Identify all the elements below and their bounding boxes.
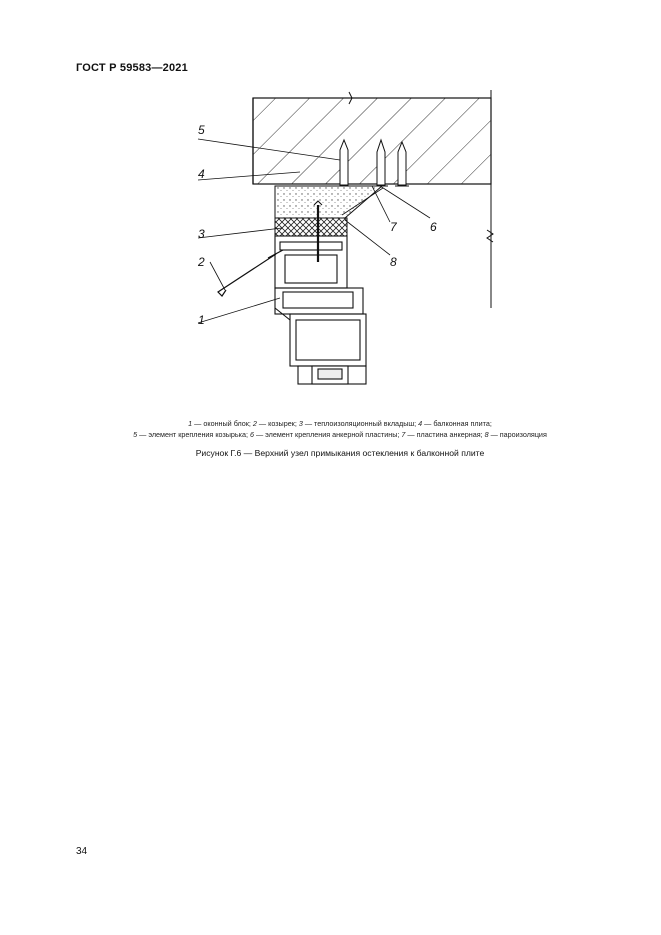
page-number: 34 [76, 846, 88, 857]
legend-text-4: — балконная плита; [422, 419, 492, 428]
callout-7: 7 [390, 220, 397, 234]
figure-caption: Рисунок Г.6 — Верхний узел примыкания остекления к балконной плите [195, 448, 485, 458]
document-header: ГОСТ Р 59583—2021 [76, 62, 188, 74]
legend-num-5: 5 [133, 430, 138, 439]
callout-6: 6 [430, 220, 437, 234]
figure-legend-line-1 [60, 419, 620, 428]
legend-text-7: — пластина анкерная; [405, 430, 485, 439]
legend-num-6: 6 [249, 430, 254, 439]
legend-text-8: — пароизоляция [488, 430, 547, 439]
callout-4: 4 [198, 167, 205, 181]
legend-text-3: — теплоизоляционный вкладыш; [302, 419, 419, 428]
legend-text-6: — элемент крепления анкерной пластины; [253, 430, 402, 439]
window-frame [275, 236, 366, 384]
legend-text-2: — козырек; [256, 419, 299, 428]
legend-num-2: 2 [252, 419, 257, 428]
callout-3: 3 [198, 227, 205, 241]
callout-5: 5 [198, 123, 205, 137]
legend-text-5: — элемент крепления козырька; [137, 430, 250, 439]
figure-legend-line-2 [60, 430, 620, 439]
legend-num-3: 3 [298, 419, 303, 428]
visor [218, 250, 283, 296]
legend-num-4: 4 [418, 419, 423, 428]
callout-8: 8 [390, 255, 397, 269]
legend-text-1: — оконный блок; [192, 419, 253, 428]
insulation-insert [275, 186, 382, 262]
callout-2: 2 [198, 255, 205, 269]
legend-num-1: 1 [188, 419, 193, 428]
callout-1: 1 [198, 313, 205, 327]
legend-num-8: 8 [484, 430, 489, 439]
legend-num-7: 7 [401, 430, 406, 439]
